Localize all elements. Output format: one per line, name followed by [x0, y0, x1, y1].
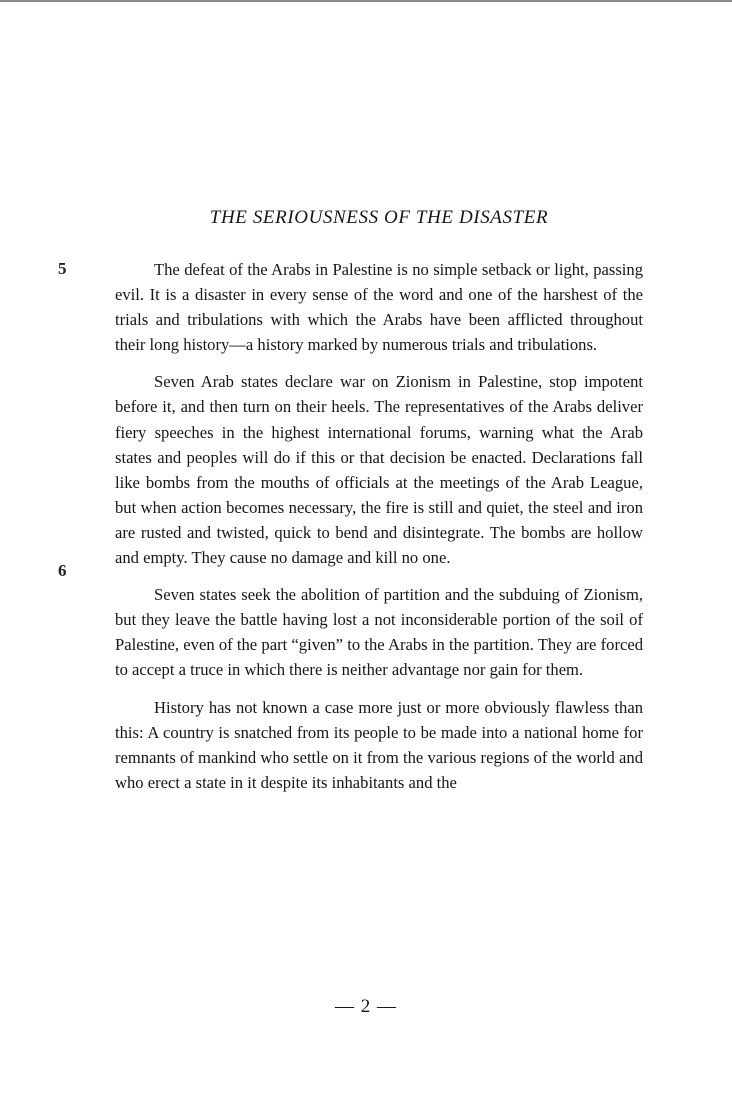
margin-mark: 6 — [58, 561, 67, 580]
top-border — [0, 0, 732, 2]
paragraph: History has not known a case more just or more obviously flawless than this: A country is snatched from its people to be made into a national home for remnants of mankind who settle on it from the various regions of the world and who erect a state in it despite its inhabitants and the — [115, 697, 643, 792]
paragraph: Seven states seek the abolition of partition and the subduing of Zionism, but they leave the battle having lost a not inconsiderable portion of the soil of Palestine, even of the part “given” to the Arabs in the partition. They are forced to accept a truce in which there is neither advantage nor gain for them. — [115, 585, 643, 680]
section-heading: THE SERIOUSNESS OF THE DISASTER — [209, 207, 549, 228]
body-text — [115, 257, 643, 807]
margin-mark: 5 — [58, 259, 67, 278]
paragraph: The defeat of the Arabs in Palestine is no simple setback or light, passing evil. It is a disaster in every sense of the word and one of the harshest of the trials and tribulations with which the Arabs have been afflicted throughout their long history—a history marked by numerous trials and tribulations. — [115, 260, 643, 355]
page-number: — 2 — — [335, 996, 397, 1017]
paragraph: Seven Arab states declare war on Zionism in Palestine, stop impotent before it, and then turn on their heels. The representatives of the Arabs deliver fiery speeches in the highest international forums, warning what the Arab states and peoples will do if this or that decision be enacted. Declarations fall like bombs from the mouths of officials at the meetings of the Arab League, but when action becomes necessary, the fire is still and quiet, the steel and iron are rusted and twisted, quick to bend and disintegrate. The bombs are hollow and empty. They cause no damage and kill no one. — [115, 372, 643, 568]
